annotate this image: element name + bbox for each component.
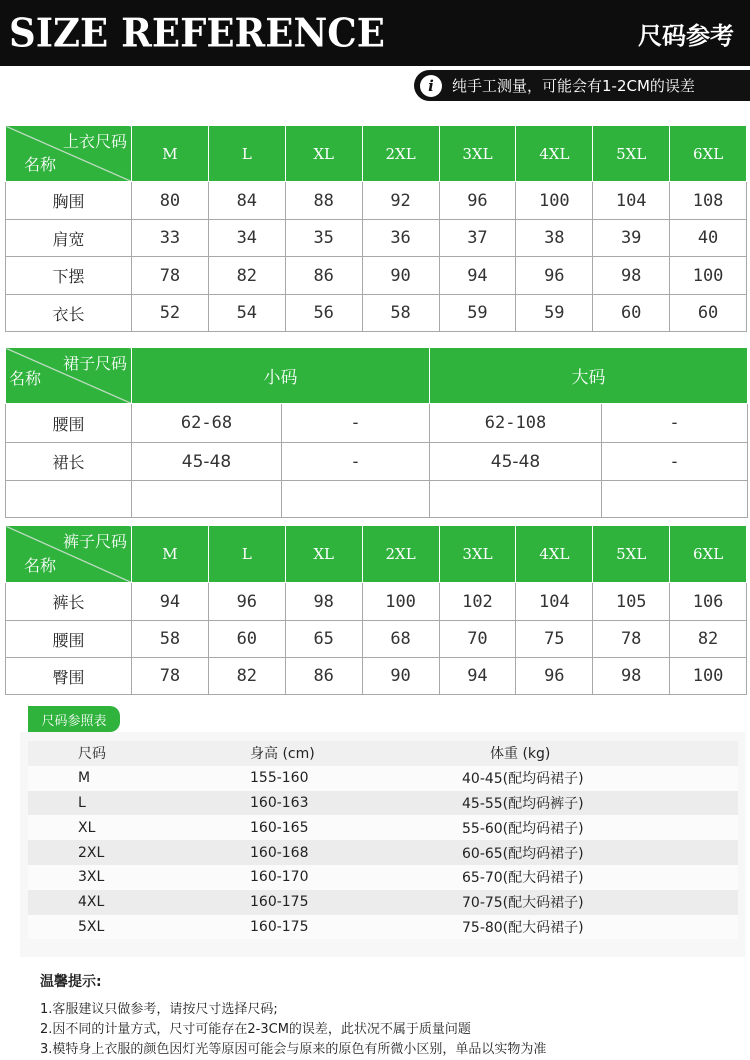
cell: 60 — [208, 621, 285, 658]
cell: 68 — [362, 621, 439, 658]
tops-size-header: 6XL — [670, 126, 747, 182]
header-bar — [0, 0, 750, 66]
row-label: 裤长 — [6, 583, 132, 621]
table-row — [6, 295, 747, 332]
cell: 98 — [593, 257, 670, 295]
cell: 80 — [132, 182, 209, 220]
ref-header-height: 身高 (cm) — [250, 741, 462, 766]
skirt-large-header: 大码 — [430, 348, 748, 404]
cell: 60 — [670, 295, 747, 332]
tops-size-header: XL — [285, 126, 362, 182]
ref-weight: 70-75(配大码裙子) — [462, 890, 738, 915]
cell: 39 — [593, 220, 670, 257]
cell: 54 — [208, 295, 285, 332]
cell: 96 — [208, 583, 285, 621]
tops-size-header: M — [132, 126, 209, 182]
table-row — [28, 890, 738, 915]
cell: 94 — [439, 658, 516, 695]
ref-size: 3XL — [28, 865, 250, 890]
measurement-note — [414, 70, 750, 101]
ref-height: 160-165 — [250, 815, 462, 840]
table-row — [28, 815, 738, 840]
cell: 52 — [132, 295, 209, 332]
cell: 96 — [439, 182, 516, 220]
tops-size-header: 3XL — [439, 126, 516, 182]
pants-size-header: L — [208, 526, 285, 583]
cell: 75 — [516, 621, 593, 658]
table-row — [6, 621, 747, 658]
cell: 86 — [285, 257, 362, 295]
cell: 90 — [362, 257, 439, 295]
cell: 35 — [285, 220, 362, 257]
info-icon: i — [420, 75, 442, 97]
cell: 104 — [516, 583, 593, 621]
cell: 82 — [670, 621, 747, 658]
row-label: 腰围 — [6, 621, 132, 658]
cell: 94 — [132, 583, 209, 621]
pants-corner-header — [6, 526, 132, 583]
cell: 60 — [593, 295, 670, 332]
cell: 84 — [208, 182, 285, 220]
table-row — [6, 404, 748, 443]
pants-size-table — [5, 525, 747, 695]
cell: 59 — [516, 295, 593, 332]
cell: 100 — [670, 658, 747, 695]
skirt-size-table — [5, 347, 748, 518]
cell: 78 — [132, 257, 209, 295]
cell: 100 — [670, 257, 747, 295]
cell: 33 — [132, 220, 209, 257]
table-row — [6, 658, 747, 695]
pants-size-header: 5XL — [593, 526, 670, 583]
ref-weight: 45-55(配均码裤子) — [462, 791, 738, 816]
ref-size: XL — [28, 815, 250, 840]
cell: - — [602, 404, 748, 443]
header-title-en: SIZE REFERENCE — [9, 9, 385, 57]
cell: 34 — [208, 220, 285, 257]
cell: 36 — [362, 220, 439, 257]
ref-height: 160-163 — [250, 791, 462, 816]
table-row — [28, 791, 738, 816]
header-title-cn: 尺码参考 — [638, 21, 734, 50]
measurement-note-text: 纯手工测量，可能会有1-2CM的误差 — [452, 77, 695, 95]
table-row — [6, 220, 747, 257]
cell: 45-48 — [132, 443, 282, 481]
cell: 59 — [439, 295, 516, 332]
skirt-corner-bottom: 名称 — [9, 369, 42, 388]
ref-weight: 65-70(配大码裙子) — [462, 865, 738, 890]
cell — [430, 481, 602, 518]
cell: - — [282, 443, 430, 481]
tips-line: 2.因不同的计量方式，尺寸可能存在2-3CM的误差，此状况不属于质量问题 — [40, 1022, 471, 1037]
cell: 96 — [516, 658, 593, 695]
tops-size-header: 4XL — [516, 126, 593, 182]
row-label: 胸围 — [6, 182, 132, 220]
table-row — [28, 766, 738, 791]
tops-corner-top: 上衣尺码 — [62, 132, 127, 151]
tops-corner-header — [6, 126, 132, 182]
row-label: 裙长 — [6, 443, 132, 481]
cell: - — [602, 443, 748, 481]
tops-corner-bottom: 名称 — [24, 155, 57, 174]
row-label: 衣长 — [6, 295, 132, 332]
cell — [132, 481, 282, 518]
cell: 94 — [439, 257, 516, 295]
table-row — [28, 865, 738, 890]
ref-weight: 60-65(配均码裙子) — [462, 840, 738, 865]
ref-size: 4XL — [28, 890, 250, 915]
table-row — [6, 583, 747, 621]
ref-size: 2XL — [28, 840, 250, 865]
ref-height: 155-160 — [250, 766, 462, 791]
cell: 65 — [285, 621, 362, 658]
ref-weight: 40-45(配均码裙子) — [462, 766, 738, 791]
cell — [282, 481, 430, 518]
cell: 78 — [132, 658, 209, 695]
cell — [602, 481, 748, 518]
table-row — [28, 915, 738, 940]
cell: 92 — [362, 182, 439, 220]
cell: 38 — [516, 220, 593, 257]
cell: 70 — [439, 621, 516, 658]
ref-height: 160-175 — [250, 890, 462, 915]
cell: 90 — [362, 658, 439, 695]
pants-size-header: 6XL — [670, 526, 747, 583]
cell: 86 — [285, 658, 362, 695]
cell: 37 — [439, 220, 516, 257]
ref-header-weight: 体重 (kg) — [462, 741, 738, 766]
ref-header-size: 尺码 — [28, 741, 250, 766]
pants-size-header: M — [132, 526, 209, 583]
reference-label: 尺码参照表 — [28, 706, 120, 732]
cell: 98 — [593, 658, 670, 695]
table-row — [6, 481, 748, 518]
tops-size-header: 5XL — [593, 126, 670, 182]
table-row — [28, 840, 738, 865]
cell: 105 — [593, 583, 670, 621]
tops-size-header: 2XL — [362, 126, 439, 182]
pants-size-header: 4XL — [516, 526, 593, 583]
cell: 98 — [285, 583, 362, 621]
cell: 40 — [670, 220, 747, 257]
ref-height: 160-175 — [250, 915, 462, 940]
cell: 78 — [593, 621, 670, 658]
cell: 45-48 — [430, 443, 602, 481]
cell: 82 — [208, 658, 285, 695]
table-row — [6, 257, 747, 295]
ref-weight: 55-60(配均码裙子) — [462, 815, 738, 840]
ref-size: 5XL — [28, 915, 250, 940]
cell: 102 — [439, 583, 516, 621]
cell: 106 — [670, 583, 747, 621]
cell: 56 — [285, 295, 362, 332]
reference-table — [28, 741, 738, 939]
tops-size-table — [5, 125, 747, 332]
tips-section — [40, 972, 546, 1060]
cell: 82 — [208, 257, 285, 295]
ref-size: L — [28, 791, 250, 816]
cell: 58 — [132, 621, 209, 658]
cell: - — [282, 404, 430, 443]
pants-size-header: XL — [285, 526, 362, 583]
cell: 62-68 — [132, 404, 282, 443]
ref-height: 160-170 — [250, 865, 462, 890]
skirt-corner-header — [6, 348, 132, 404]
tips-line: 3.模特身上衣服的颜色因灯光等原因可能会与原来的原色有所微小区别，单品以实物为准 — [40, 1042, 547, 1057]
ref-height: 160-168 — [250, 840, 462, 865]
cell: 96 — [516, 257, 593, 295]
cell: 58 — [362, 295, 439, 332]
table-row — [6, 443, 748, 481]
tips-title: 温馨提示: — [40, 974, 102, 990]
cell: 88 — [285, 182, 362, 220]
ref-size: M — [28, 766, 250, 791]
pants-corner-bottom: 名称 — [24, 556, 57, 575]
cell: 100 — [516, 182, 593, 220]
pants-size-header: 3XL — [439, 526, 516, 583]
row-label: 腰围 — [6, 404, 132, 443]
skirt-small-header: 小码 — [132, 348, 430, 404]
row-label — [6, 481, 132, 518]
skirt-corner-top: 裙子尺码 — [62, 354, 127, 373]
row-label: 肩宽 — [6, 220, 132, 257]
row-label: 下摆 — [6, 257, 132, 295]
cell: 100 — [362, 583, 439, 621]
cell: 104 — [593, 182, 670, 220]
tips-line: 1.客服建议只做参考，请按尺寸选择尺码; — [40, 1002, 278, 1017]
tops-size-header: L — [208, 126, 285, 182]
cell: 62-108 — [430, 404, 602, 443]
pants-corner-top: 裤子尺码 — [62, 532, 127, 551]
row-label: 臀围 — [6, 658, 132, 695]
ref-weight: 75-80(配大码裙子) — [462, 915, 738, 940]
table-row — [6, 182, 747, 220]
pants-size-header: 2XL — [362, 526, 439, 583]
cell: 108 — [670, 182, 747, 220]
